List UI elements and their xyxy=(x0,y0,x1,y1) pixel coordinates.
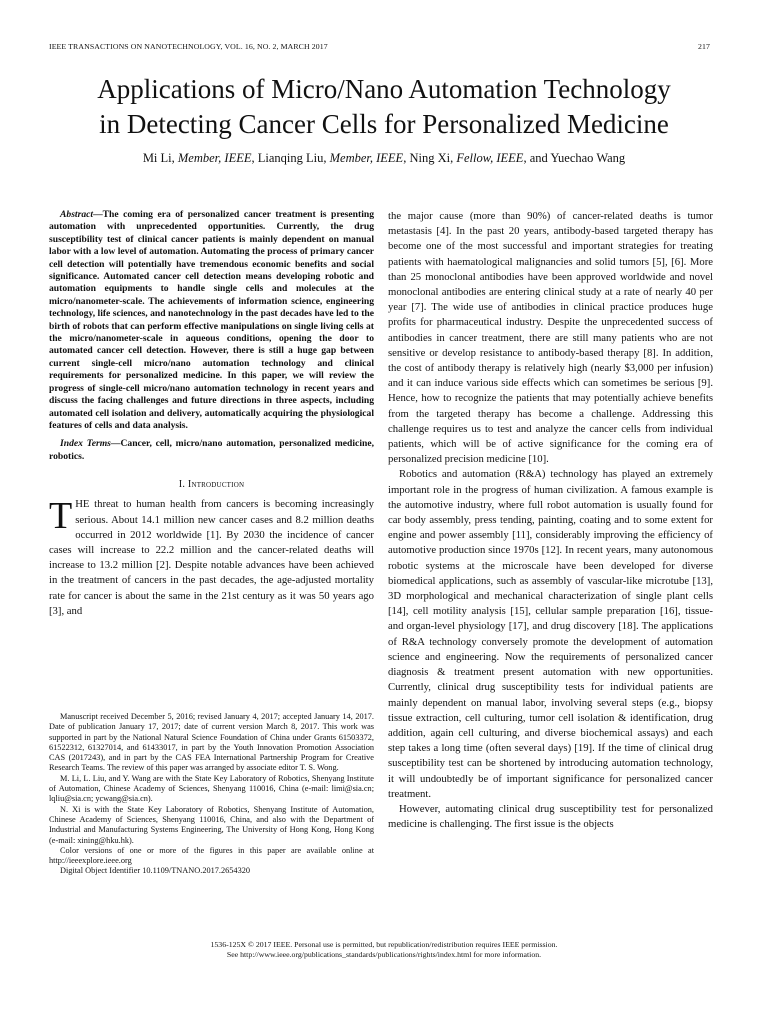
intro-text: HE threat to human health from cancers is becoming increasingly serious. About 14.1 million new cancer cases and 8.2 million deaths occurred in 2012 worldwide [1]. By 2030 the incidence of cancer cases will increase to 22.2 million and the cancer-related deaths will increase to 13.2 million [2]. Despite notable advances have been achieved in the treatment of cancers in the past decades, the age-adjusted mortality rate for cancer is about the same in the 21st century as it was 50 years ago [3], and xyxy=(49,498,374,617)
abstract-text: —The coming era of personalized cancer treatment is presenting automation with unprecedented opportunities. Currently, the drug susceptibility test of clinical cancer patients is mainly dependent on manual labor with a low level of automation. Automating the process of primary cancer cell detection will potentially have tremendous economic benefits and social significance. Automated cancer cell detection means developing robotic and automation equipments to handle single cells and molecules at the micro/nanometer-scale. The achievements of information science, engineering technology, life sciences, and nanotechnology in the past decades have led to the birth of robots that can perform effective manipulations on single living cells at the micro/nanometer-scale in aqueous conditions, opening the door to automated cancer cell detection. However, there is still a huge gap between current single-cell micro/nano automation technology and clinical requirements for personalized medicine. In this paper, we will review the progress of single-cell micro/nano automation technology in recent years and discuss the facing challenges and future directions in three aspects, including automated cell isolation and delivery, automatically acquiring the physiological features of cells and data analysis. xyxy=(49,209,374,431)
section-heading xyxy=(49,477,374,492)
footnotes xyxy=(49,712,374,877)
author-3-role: Fellow, IEEE xyxy=(456,151,524,165)
footnote-affiliation-2: N. Xi is with the State Key Laboratory of Robotics, Shenyang Institute of Automation, Chinese Academy of Sciences, Shenyang 110016, China, and also with the Department of Industrial and Manufacturing Systems Engineering, The University of Hong Kong, Hong Kong (e-mail: xining@hku.hk). xyxy=(49,804,374,845)
author-2: , Lianqing Liu, xyxy=(251,151,330,165)
index-terms-label: Index Terms xyxy=(60,438,111,450)
index-terms xyxy=(49,438,374,463)
body-paragraph: However, automating clinical drug susceptibility test for personalized medicine is challenging. The first issue is the objects xyxy=(388,802,713,831)
copyright-footer xyxy=(49,940,719,960)
right-column xyxy=(388,209,713,832)
page-number: 217 xyxy=(698,42,710,51)
title-line-1: Applications of Micro/Nano Automation Technology xyxy=(97,74,671,104)
author-3: , Ning Xi, xyxy=(403,151,457,165)
author-1: Mi Li, xyxy=(142,151,178,165)
author-4: , and Yuechao Wang xyxy=(523,151,626,165)
journal-header: IEEE TRANSACTIONS ON NANOTECHNOLOGY, VOL. 16, NO. 2, MARCH 2017 xyxy=(49,42,328,51)
author-1-role: Member, IEEE xyxy=(177,151,252,165)
section-title: Introduction xyxy=(187,479,245,491)
footnote-color-versions: Color versions of one or more of the figures in this paper are available online at http://ieeexplore.ieee.org xyxy=(49,845,374,866)
copyright-line: 1536-125X © 2017 IEEE. Personal use is permitted, but republication/redistribution requires IEEE permission. xyxy=(210,940,558,949)
rights-line: See http://www.ieee.org/publications_standards/publications/rights/index.html for more information. xyxy=(226,950,542,960)
paper-title xyxy=(30,72,738,142)
footnote-affiliation-1: M. Li, L. Liu, and Y. Wang are with the State Key Laboratory of Robotics, Shenyang Institute of Automation, Chinese Academy of Sciences, Shenyang 110016, China (e-mail: limi@sia.cn; lqliu@sia.cn; ycwang@sia.cn). xyxy=(49,773,374,804)
abstract xyxy=(49,209,374,432)
body-paragraph: the major cause (more than 90%) of cancer-related deaths is tumor metastasis [4]. In the past 20 years, antibody-based targeted therapy has become one of the most successful and important strategies for treating patients with haematological malignancies and solid tumors [5], [6]. More than 25 monoclonal antibodies have been approved worldwide and novel monoclonal antibodies are entering clinical study at a rate of nearly 40 per year [7]. The wide use of antibodies in clinical practice produces huge profits for pharmaceutical industry. Despite the unprecedented success of antibodies in cancer treatment, there are still many patients who are not sensitive or develop resistance to antibody-based therapy [8]. In addition, the cost of antibody therapy is relatively high (nearly $3,000 per infusion) and it can induce various side effects which can sometimes be serious [9]. Hence, how to recognize the patients that may potentially achieve benefits from the targeted therapy has become a challenge. Addressing this challenge requires us to test and analyze the cancer cells from individual patients, which will be of active significance for the coming era of personalized precision medicine [10]. xyxy=(388,210,713,466)
author-list xyxy=(30,151,738,166)
title-line-2: in Detecting Cancer Cells for Personalized Medicine xyxy=(99,109,669,139)
left-column xyxy=(49,209,374,619)
drop-cap: T xyxy=(49,495,73,538)
author-2-role: Member, IEEE xyxy=(329,151,404,165)
footnote-manuscript: Manuscript received December 5, 2016; revised January 4, 2017; accepted January 14, 2017. Date of publication January 17, 2017; date of current version March 8, 2017. This work was supported in part by the National Natural Science Foundation of China under Grants 61503372, 61522312, 61327014, and 61433017, in part by the Youth Innovation Promotion Association CAS (2017243), and in part by the CAS FEA International Partnership Program for Creative Research Teams. The review of this paper was arranged by associate editor T. S. Wong. xyxy=(49,712,374,773)
index-terms-text: —Cancer, cell, micro/nano automation, personalized medicine, robotics. xyxy=(49,438,374,462)
footnote-doi: Digital Object Identifier 10.1109/TNANO.2017.2654320 xyxy=(60,866,251,876)
body-paragraph: Robotics and automation (R&A) technology has played an extremely important role in the progress of human civilization. A famous example is the automotive industry, where full robot automation is usually found for car body assembly, press tending, painting, coating and to some extent for engine and power assembly [11], considerably improving the efficiency of automotive production since 1970s [12]. In recent years, many autonomous robotic systems at the microscale have been developed for diverse biomedical applications, such as assembly of vascular-like microtube [13], 3D morphological and mechanical characterization of single plant cells [14], cell motility analysis [15], cellular sample preparation [16], tissue- and organ-level physiology [17], and drug discovery [18]. The applications of R&A technology conversely promote the development of automation science and engineering. Now the requirements of personalized cancer diagnosis & treatment present automation with new opportunities. Currently, clinical drug susceptibility tests for individual patients are mainly dependent on manual labor, involving several steps (e.g., biopsy tissue extraction, cell culturing, tumor cell isolation & identification, drug addition, again cell culturing, and diverse biochemical assays) and each step takes a long time (often several days) [19]. If the time of clinical drug susceptibility test can be shortened by introducing automation technology, it will undoubtedly be of important significance for personalized cancer treatment. xyxy=(388,468,713,800)
abstract-label: Abstract xyxy=(60,209,94,220)
section-number: I. xyxy=(178,479,188,491)
running-head xyxy=(49,42,710,51)
intro-paragraph xyxy=(49,497,374,619)
